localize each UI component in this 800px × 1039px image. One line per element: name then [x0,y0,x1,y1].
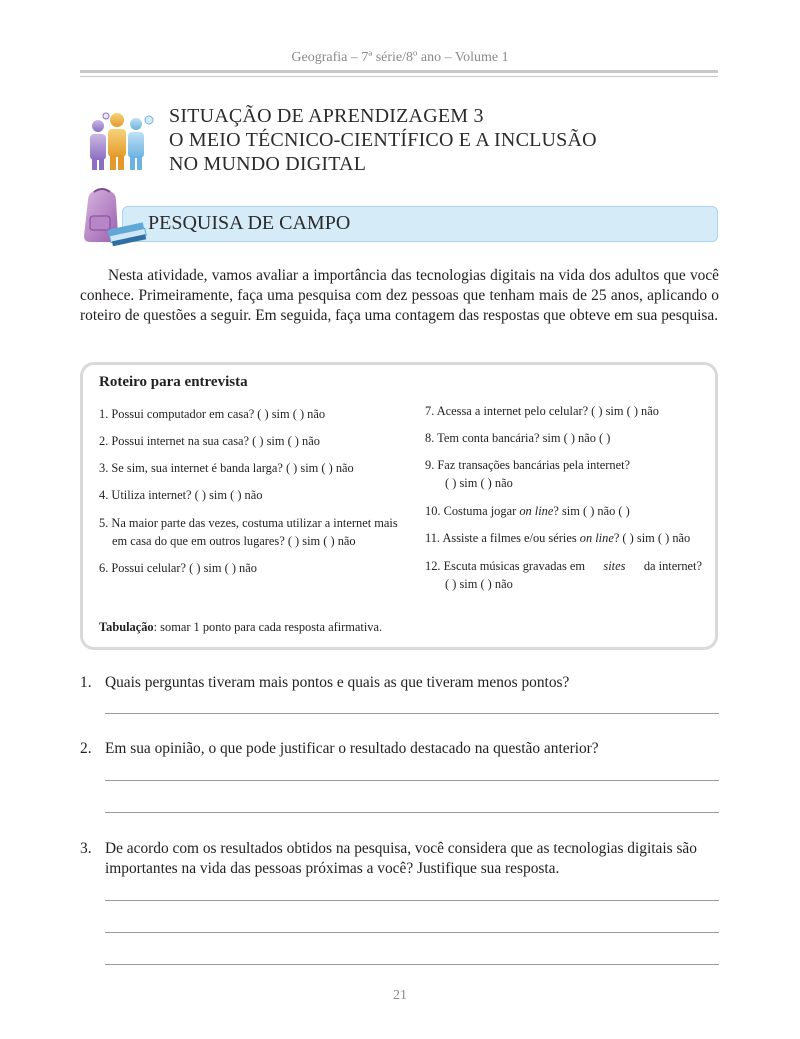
roteiro-question-7 [425,402,659,420]
tabulacao-note [99,620,382,635]
situacao-title-line-2: O MEIO TÉCNICO-CIENTÍFICO E A INCLUSÃO [169,129,597,151]
answer-line-q3-1[interactable] [105,900,719,901]
roteiro-question-2 [99,432,320,450]
question-2-number: 2. [80,740,92,757]
roteiro-question-7-text: 7. Acessa a internet pelo celular? ( ) sim ( ) não [425,404,659,418]
roteiro-question-11-text [425,529,690,547]
roteiro-question-11-italic: on line [579,531,614,545]
roteiro-question-6-text: 6. Possui celular? ( ) sim ( ) não [99,561,257,575]
header-rule-thin [80,76,718,77]
roteiro-question-12-part-a: 12. Escuta músicas gravadas em [425,559,585,573]
roteiro-question-12-part-b: da internet? [643,559,702,573]
roteiro-question-6 [99,559,257,577]
question-1 [80,673,720,693]
answer-line-q2-2[interactable] [105,812,719,813]
backpack-icon [78,186,150,246]
question-3-number: 3. [80,840,92,857]
roteiro-question-11 [425,529,690,547]
question-3 [80,839,720,879]
answer-line-q2-1[interactable] [105,780,719,781]
roteiro-question-8 [425,429,610,447]
roteiro-question-5 [99,514,398,550]
situacao-title-line-3: NO MUNDO DIGITAL [169,153,367,175]
roteiro-question-10 [425,502,630,520]
page-number: 21 [393,988,407,1003]
roteiro-question-1-text: 1. Possui computador em casa? ( ) sim ( ) não [99,407,326,421]
answer-line-q3-3[interactable] [105,964,719,965]
roteiro-question-11-part-a: 11. Assiste a filmes e/ou séries [425,531,580,545]
roteiro-question-9 [425,456,630,492]
intro-paragraph: Nesta atividade, vamos avaliar a importância das tecnologias digitais na vida dos adultos que você conhece. Primeiramente, faça uma pesquisa com dez pessoas que tenham mais de 25 anos, aplicando o roteiro de questões a seguir. Em seguida, faça uma contagem das respostas que obteve em sua pesquisa. [80,267,719,324]
question-3-text: De acordo com os resultados obtidos na pesquisa, você considera que as tecnologias digitais são importantes na vida das pessoas próximas a você? Justifique sua resposta. [105,840,697,877]
roteiro-question-3 [99,459,354,477]
roteiro-question-5-line-2: em casa do que em outros lugares? ( ) sim ( ) não [112,534,356,548]
roteiro-question-10-italic: on line [519,504,554,518]
situacao-title [169,104,597,176]
roteiro-question-1 [99,405,325,423]
roteiro-question-4 [99,486,262,504]
situacao-title-line-1: SITUAÇÃO DE APRENDIZAGEM 3 [169,105,484,127]
roteiro-question-4-text: 4. Utiliza internet? ( ) sim ( ) não [99,488,263,502]
roteiro-title: Roteiro para entrevista [99,374,248,390]
question-1-text: Quais perguntas tiveram mais pontos e quais as que tiveram menos pontos? [105,674,570,691]
answer-line-q3-2[interactable] [105,932,719,933]
header-rule-thick [80,70,718,73]
roteiro-question-10-text [425,502,630,520]
roteiro-question-5-line-1: 5. Na maior parte das vezes, costuma utilizar a internet mais [99,516,398,530]
running-header: Geografia – 7ª série/8º ano – Volume 1 [291,50,509,65]
question-2 [80,739,720,759]
question-1-number: 1. [80,674,92,691]
question-2-text: Em sua opinião, o que pode justificar o resultado destacado na questão anterior? [105,740,599,757]
roteiro-question-8-text: 8. Tem conta bancária? sim ( ) não ( ) [425,431,611,445]
roteiro-question-9-line-2: ( ) sim ( ) não [445,476,513,490]
tabulacao-label: Tabulação [99,620,154,634]
roteiro-question-10-part-b: ? sim ( ) não ( ) [553,504,630,518]
roteiro-question-3-text: 3. Se sim, sua internet é banda larga? ( ) sim ( ) não [99,461,354,475]
roteiro-question-12-line-2: ( ) sim ( ) não [445,577,513,591]
roteiro-question-10-part-a: 10. Costuma jogar [425,504,520,518]
roteiro-question-11-part-b: ? ( ) sim ( ) não [613,531,691,545]
roteiro-question-9-line-1: 9. Faz transações bancárias pela internet? [425,458,631,472]
section-title: PESQUISA DE CAMPO [148,212,351,234]
roteiro-question-2-text: 2. Possui internet na sua casa? ( ) sim ( ) não [99,434,320,448]
roteiro-question-12-line-1 [425,557,702,575]
roteiro-question-12-italic: sites [603,559,626,573]
tabulacao-text: : somar 1 ponto para cada resposta afirmativa. [153,620,383,634]
people-icon [84,108,158,172]
answer-line-q1-1[interactable] [105,713,719,714]
roteiro-question-12 [425,557,702,593]
